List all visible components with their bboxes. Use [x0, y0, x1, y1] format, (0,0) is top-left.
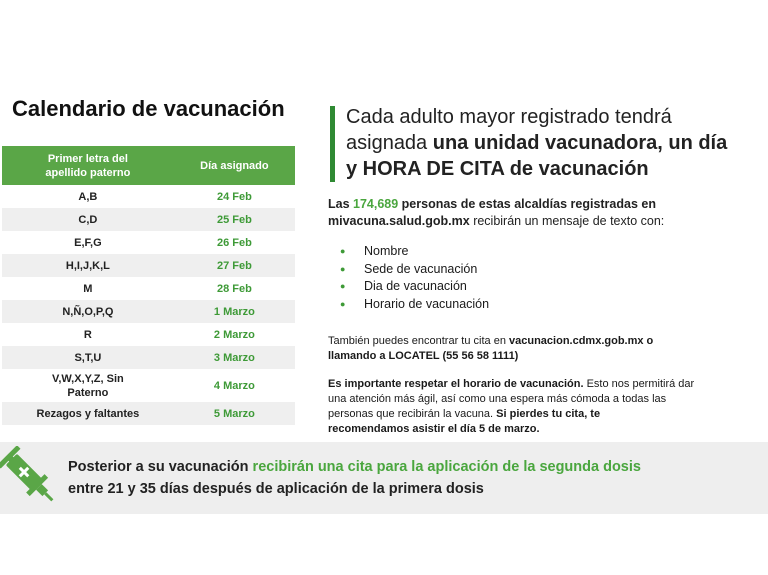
row-letters: R	[83, 328, 92, 341]
table-row	[2, 231, 295, 254]
registered-count: 174,689	[353, 197, 399, 211]
table-row	[2, 369, 295, 402]
table-row	[2, 346, 295, 369]
table-header-row	[2, 146, 295, 185]
table-row	[2, 185, 295, 208]
headline: Cada adulto mayor registrado tendrá asignada una unidad vacunadora, un día y HORA DE CITA de vacunación	[346, 106, 728, 180]
calendar-title: Calendario de vacunación	[12, 96, 285, 121]
header-assigned-day: Día asignado	[174, 146, 295, 185]
cdmx-site: vacunacion.cdmx.gob.mx o	[509, 335, 654, 347]
row-letters: C,D	[2, 208, 174, 231]
row-date: 24 Feb	[216, 190, 252, 203]
row-date: 1 Marzo	[174, 300, 295, 323]
row-letters: H,I,J,K,L	[2, 254, 174, 277]
second-dose-banner	[0, 442, 768, 514]
row-date: 26 Feb	[216, 236, 252, 249]
table-row	[2, 277, 295, 300]
schedule-note: Es importante respetar el horario de vacunación. Esto nos permitirá dar una atención más ágil, así como una espera más cómoda a todas las personas que recibirán la vacuna. Si pierdes tu cita, te recomendamos asistir el día 5 de marzo.	[328, 378, 695, 435]
row-letters: V,W,X,Y,Z, Sin Paterno	[52, 372, 124, 399]
row-date: 5 Marzo	[174, 402, 295, 425]
row-date: 27 Feb	[174, 254, 295, 277]
table-row	[2, 323, 295, 346]
list-item: ● Dia de vacunación	[336, 278, 489, 296]
headline-accent-bar	[330, 106, 335, 182]
table-row	[2, 208, 295, 231]
locatel-phone: llamando a LOCATEL (55 56 58 1111)	[328, 350, 519, 362]
syringe-icon	[0, 446, 58, 508]
row-date: 25 Feb	[174, 208, 295, 231]
mivacuna-site: mivacuna.salud.gob.mx	[328, 214, 470, 228]
list-item: ● Horario de vacunación	[336, 296, 489, 314]
table-row	[2, 254, 295, 277]
list-item: ● Sede de vacunación	[336, 261, 489, 279]
row-letters: E,F,G	[74, 236, 102, 249]
row-date: 28 Feb	[216, 282, 252, 295]
list-item: ● Nombre	[336, 243, 489, 261]
row-letters: Rezagos y faltantes	[2, 402, 174, 425]
find-appointment-note: También puedes encontrar tu cita en vacunacion.cdmx.gob.mx o llamando a LOCATEL (55 56 58 1111)	[328, 335, 654, 362]
intro-text: Las 174,689 personas de estas alcaldías registradas en mivacuna.salud.gob.mx recibirán un mensaje de texto con:	[328, 197, 665, 228]
row-date: 4 Marzo	[213, 379, 255, 392]
row-letters: M	[83, 282, 93, 295]
row-date: 2 Marzo	[213, 328, 255, 341]
message-contents-list	[336, 243, 489, 313]
second-dose-text: Posterior a su vacunación recibirán una cita para la aplicación de la segunda dosis entre 21 y 35 días después de aplicación de la primera dosis	[68, 459, 641, 497]
row-letters: A,B	[78, 190, 98, 203]
table-row	[2, 402, 295, 425]
row-letters: N,Ñ,O,P,Q	[2, 300, 174, 323]
vaccination-calendar-table	[2, 146, 295, 425]
row-letters: S,T,U	[2, 346, 174, 369]
header-surname-letter: Primer letra del apellido paterno	[2, 146, 174, 185]
row-date: 3 Marzo	[174, 346, 295, 369]
table-row	[2, 300, 295, 323]
